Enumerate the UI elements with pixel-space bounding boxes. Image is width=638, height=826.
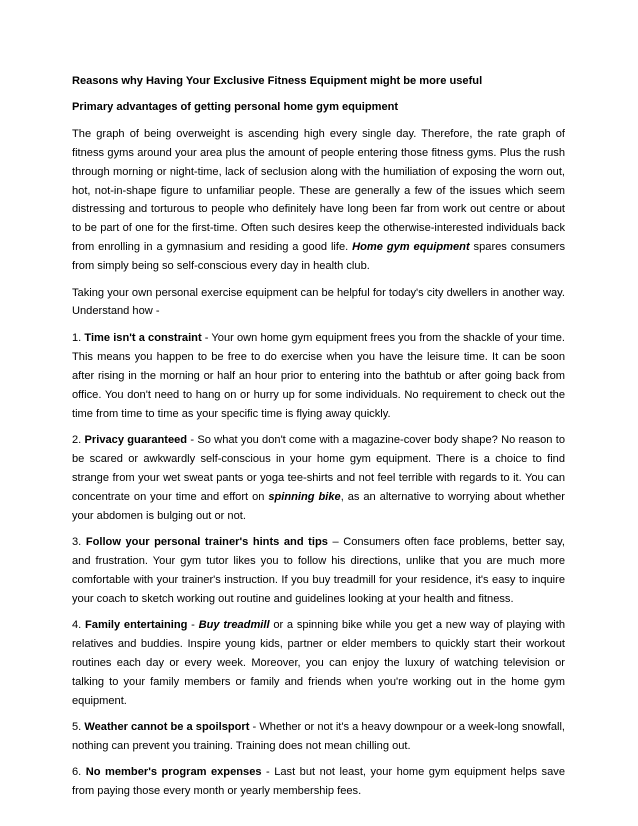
item-body: – Consumers often face problems, better say, and frustration. Your gym tutor likes you to follow his directions, unlike that you are much more comfortable with your trainer's instruction. If you buy treadmill for your residence, it's easy to inquire your coach to sketch working out routine and guidelines looking at your health and fitness. [72, 535, 565, 605]
list-item-3 [72, 533, 565, 609]
item-heading: Weather cannot be a spoilsport [84, 721, 250, 734]
item-body: - Whether or not it's a heavy downpour or a week-long snowfall, nothing can prevent you training. Training does not mean chilling out. [72, 721, 566, 752]
item-heading: No member's program expenses [85, 766, 262, 779]
item-number: 4. [72, 619, 86, 632]
lead-paragraph: Taking your own personal exercise equipment can be helpful for today's city dwellers in another way. Understand how - [72, 286, 565, 318]
intro-text-2: spares consumers from simply being so self-conscious every day in health club. [72, 241, 566, 273]
buy-treadmill-link[interactable]: Buy treadmill [198, 619, 270, 632]
item-heading: Privacy guaranteed [84, 433, 188, 446]
item-number: 1. [72, 331, 85, 344]
item-body: , as an alternative to worrying about whether your abdomen is bulging out or not. [72, 490, 565, 522]
item-body: - So what you don't come with a magazine-cover body shape? No reason to be scared or awkwardly self-conscious in your home gym equipment. There is a choice to find strange from your wet sweat pants or yoga tee-shirts and not feel terrible with regards to it. You can concentrate on your time and effort on [72, 433, 566, 503]
item-heading: Follow your personal trainer's hints and tips [85, 535, 328, 548]
item-number: 6. [72, 766, 86, 779]
list-item-5 [72, 718, 565, 756]
list-item-2 [72, 431, 565, 526]
item-body: - Last but not least, your home gym equipment helps save from paying those every month or yearly membership fees. [72, 766, 565, 798]
intro-paragraph [72, 125, 565, 276]
item-heading: Time isn't a constraint [84, 331, 202, 344]
item-body: or a spinning bike while you get a new way of playing with relatives and buddies. Inspire young kids, partner or elder members to quickly start their workout routines each day or every week. Moreover, you can enjoy the luxury of watching television or talking to your family members or family and friends when you're working out in the home gym equipment. [72, 619, 566, 707]
item-number: 2. [72, 433, 85, 446]
item-number: 3. [72, 535, 86, 548]
item-body: - Your own home gym equipment frees you from the shackle of your time. This means you happen to be free to do exercise when you have the leisure time. It can be soon after rising in the morning or half an hour prior to entering into the bathtub or after going back from office. You don't need to hang on or hurry up for some individuals. No requirement to check out the time from time to time as your specific time is flying away quickly. [72, 331, 565, 420]
list-item-4 [72, 616, 565, 711]
item-number: 5. [72, 721, 85, 734]
item-separator: - [187, 619, 199, 632]
list-item-1 [72, 329, 565, 424]
document-title: Reasons why Having Your Exclusive Fitness Equipment might be more useful [72, 75, 483, 87]
home-gym-equipment-link[interactable]: Home gym equipment [352, 241, 470, 254]
spinning-bike-link[interactable]: spinning bike [268, 490, 341, 503]
intro-text-1: The graph of being overweight is ascending high every single day. Therefore, the rate graph of fitness gyms around your area plus the amount of people entering those fitness gyms. Plus the rush through morning or night-time, lack of seclusion along with the humiliation of exposing the worn out, hot, not-in-shape figure to unfamiliar people. These are generally a few of the issues which seem distressing and torturous to people who definitely have long been far from work out centre or about to be part of one for the first-time. Often such desires keep the otherwise-interested individuals back from enrolling in a gymnasium and residing a good life. [72, 127, 565, 254]
item-heading: Family entertaining [85, 619, 188, 632]
document-subtitle: Primary advantages of getting personal home gym equipment [72, 101, 399, 114]
list-item-6 [72, 763, 565, 801]
